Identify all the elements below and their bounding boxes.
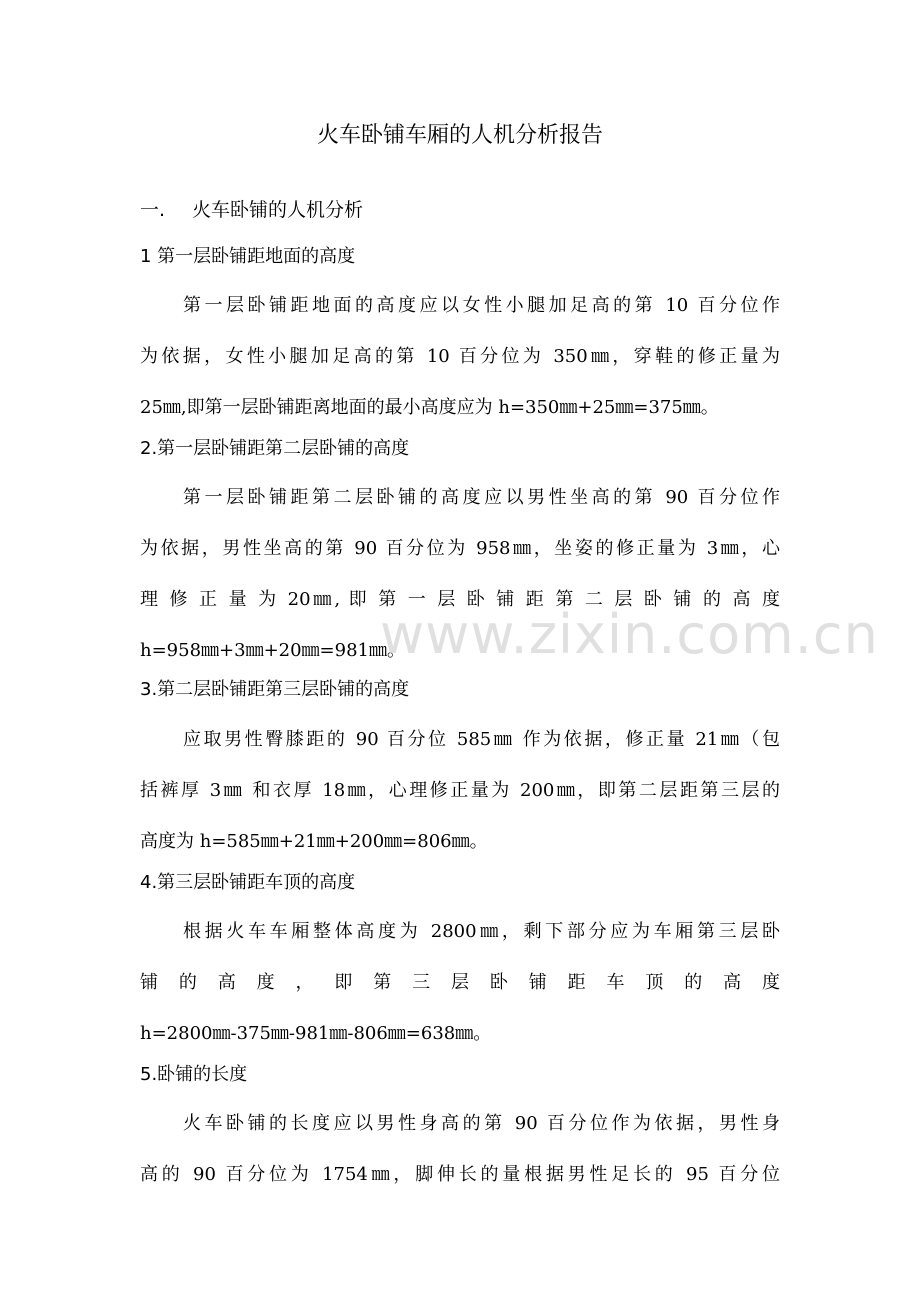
subsection-4-paragraph <box>140 906 780 1059</box>
paragraph-line: h=958㎜+3㎜+20㎜=981㎜。 <box>140 640 405 661</box>
section-title: 火车卧铺的人机分析 <box>192 199 364 221</box>
paragraph-line: 根据火车车厢整体高度为 2800㎜，剩下部分应为车厢第三层卧 <box>183 921 780 942</box>
subsection-5-heading: 5.卧铺的长度 <box>140 1064 248 1085</box>
subsection-3-heading: 3.第二层卧铺距第三层卧铺的高度 <box>140 679 410 700</box>
subsection-2-heading: 2.第一层卧铺距第二层卧铺的高度 <box>140 438 410 459</box>
paragraph-line: 应取男性臀膝距的 90 百分位 585㎜ 作为依据，修正量 21㎜（包 <box>183 729 780 750</box>
subsection-3-paragraph <box>140 714 780 867</box>
subsection-1-paragraph <box>140 280 780 433</box>
paragraph-line: 25㎜,即第一层卧铺距离地面的最小高度应为 h=350㎜+25㎜=375㎜。 <box>140 397 719 418</box>
paragraph-line: 理 修 正 量 为 20㎜, 即 第 一 层 卧 铺 距 第 二 层 卧 铺 的 高 度 <box>140 589 780 610</box>
paragraph-line: 高的 90 百分位为 1754㎜，脚伸长的量根据男性足长的 95 百分位 <box>140 1164 780 1185</box>
paragraph-line: 第一层卧铺距地面的高度应以女性小腿加足高的第 10 百分位作 <box>183 295 780 316</box>
subsection-2-paragraph <box>140 472 780 676</box>
paragraph-line: 铺 的 高 度 ， 即 第 三 层 卧 铺 距 车 顶 的 高 度 <box>140 972 780 993</box>
subsection-1-heading: 1 第一层卧铺距地面的高度 <box>140 246 356 267</box>
section-number: 一. <box>140 199 166 221</box>
subsection-5-paragraph <box>140 1098 780 1200</box>
paragraph-line: h=2800㎜-375㎜-981㎜-806㎜=638㎜。 <box>140 1023 492 1044</box>
paragraph-line: 火车卧铺的长度应以男性身高的第 90 百分位作为依据，男性身 <box>183 1113 780 1134</box>
section-heading <box>140 195 363 225</box>
subsection-4-heading: 4.第三层卧铺距车顶的高度 <box>140 872 356 893</box>
paragraph-line: 为依据，女性小腿加足高的第 10 百分位为 350㎜，穿鞋的修正量为 <box>140 346 780 367</box>
paragraph-line: 高度为 h=585㎜+21㎜+200㎜=806㎜。 <box>140 831 488 852</box>
document-page <box>140 0 780 1302</box>
paragraph-line: 第一层卧铺距第二层卧铺的高度应以男性坐高的第 90 百分位作 <box>183 487 780 508</box>
paragraph-line: 括裤厚 3㎜ 和衣厚 18㎜，心理修正量为 200㎜，即第二层距第三层的 <box>140 780 780 801</box>
watermark-text: www.zixin.com.cn <box>380 603 879 666</box>
document-title: 火车卧铺车厢的人机分析报告 <box>316 123 603 148</box>
paragraph-line: 为依据，男性坐高的第 90 百分位为 958㎜，坐姿的修正量为 3㎜，心 <box>140 538 780 559</box>
